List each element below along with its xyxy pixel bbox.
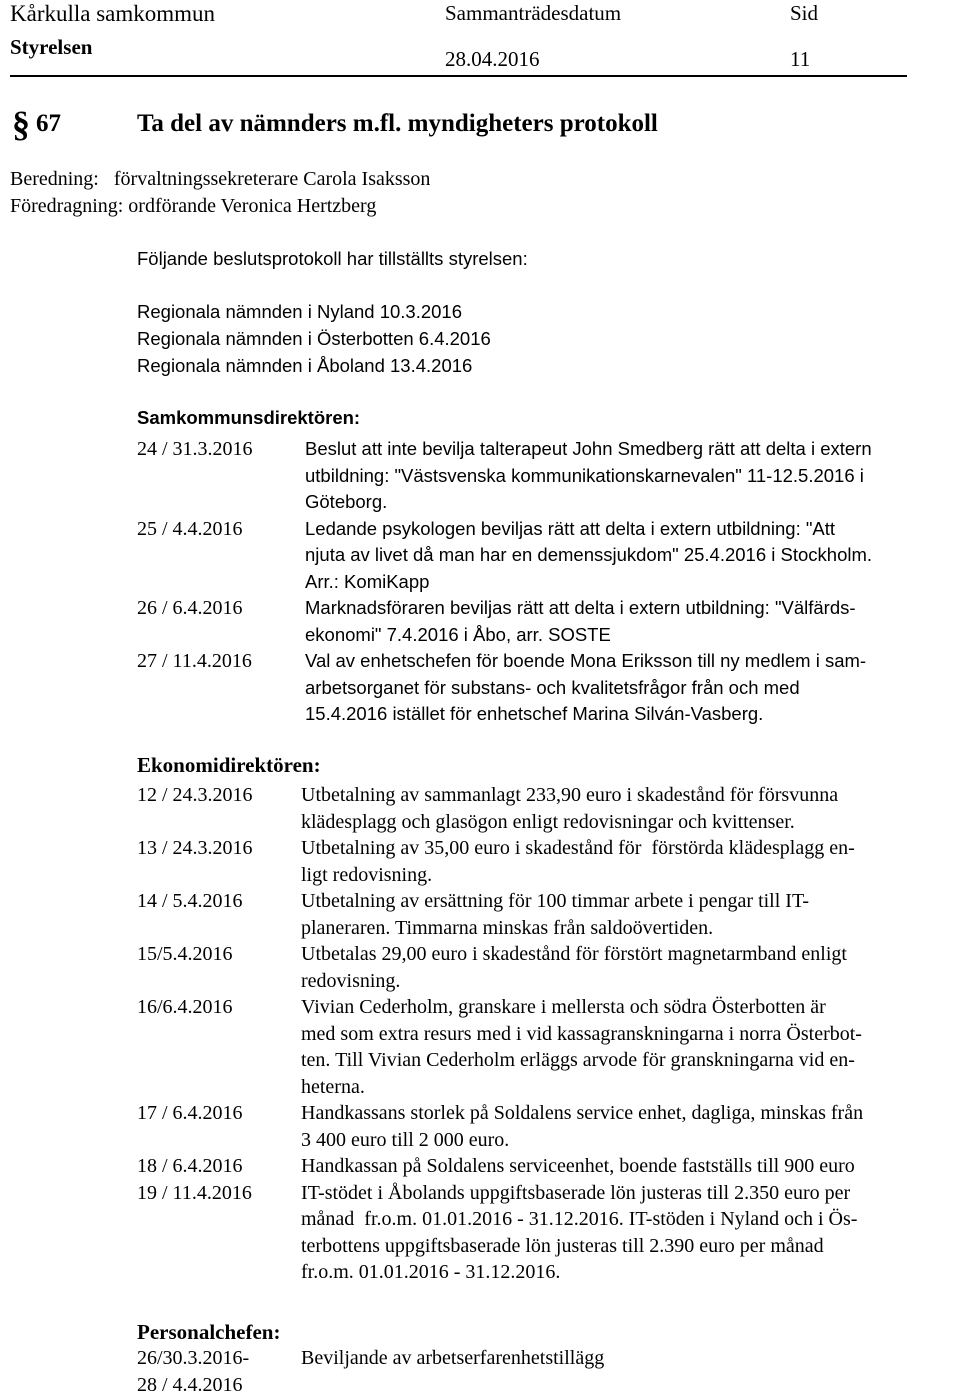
section-number: 67 bbox=[36, 110, 61, 137]
decision-text bbox=[301, 941, 960, 994]
decision-row bbox=[137, 516, 957, 596]
decision-text bbox=[301, 994, 960, 1100]
decision-ref: 26 / 6.4.2016 bbox=[137, 597, 243, 619]
ekonomidirektoren-heading: Ekonomidirektören: bbox=[137, 753, 321, 777]
decision-ref: 13 / 24.3.2016 bbox=[137, 837, 253, 859]
decision-line: Val av enhetschefen för boende Mona Eriksson till ny medlem i sam- bbox=[305, 650, 867, 671]
decision-line: 3 400 euro till 2 000 euro. bbox=[301, 1128, 510, 1151]
decision-ref-line: 28 / 4.4.2016 bbox=[137, 1374, 243, 1396]
decision-text bbox=[301, 835, 960, 888]
decision-row bbox=[137, 941, 960, 994]
decision-line: Handkassans storlek på Soldalens service enhet, dagliga, minskas från bbox=[301, 1102, 864, 1124]
decision-ref: 18 / 6.4.2016 bbox=[137, 1155, 243, 1177]
section-sign-icon: § bbox=[12, 104, 30, 144]
preparation-line: Beredning: förvaltningssekreterare Carola Isaksson bbox=[10, 168, 431, 190]
meeting-date-label: Sammanträdesdatum bbox=[445, 1, 622, 25]
decision-line: 15.4.2016 istället för enhetschef Marina Silván-Vasberg. bbox=[305, 703, 764, 724]
protocol-item: Regionala nämnden i Österbotten 6.4.2016 bbox=[137, 328, 491, 349]
decision-text bbox=[301, 1345, 960, 1399]
organization-name: Kårkulla samkommun bbox=[10, 1, 216, 26]
samkommunsdirektoren-heading: Samkommunsdirektören: bbox=[137, 407, 361, 428]
decision-line: Göteborg. bbox=[305, 491, 388, 512]
decision-line: Utbetalning av 35,00 euro i skadestånd för förstörda klädesplagg en- bbox=[301, 837, 855, 859]
decision-line: heterna. bbox=[301, 1075, 365, 1098]
decision-row bbox=[137, 648, 957, 728]
decision-text bbox=[305, 595, 957, 648]
decision-ref: 19 / 11.4.2016 bbox=[137, 1181, 252, 1204]
decision-text bbox=[301, 1153, 960, 1180]
decision-line: Utbetalning av ersättning för 100 timmar arbete i pengar till IT- bbox=[301, 890, 809, 912]
decision-row bbox=[137, 1345, 960, 1399]
section-title: Ta del av nämnders m.fl. myndigheters protokoll bbox=[137, 110, 658, 137]
intro-text: Följande beslutsprotokoll har tillställts styrelsen: bbox=[137, 248, 528, 269]
decision-ref: 25 / 4.4.2016 bbox=[137, 517, 243, 540]
page-number: 11 bbox=[790, 47, 811, 71]
decision-ref: 14 / 5.4.2016 bbox=[137, 890, 243, 912]
ekonomidirektoren-decisions bbox=[137, 782, 960, 1286]
decision-ref bbox=[137, 1345, 301, 1399]
decision-ref: 17 / 6.4.2016 bbox=[137, 1102, 243, 1124]
decision-line: redovisning. bbox=[301, 969, 401, 992]
decision-line: Handkassan på Soldalens serviceenhet, boende fastställs till 900 euro bbox=[301, 1155, 855, 1177]
decision-line: fr.o.m. 01.01.2016 - 31.12.2016. bbox=[301, 1261, 561, 1283]
decision-text bbox=[301, 1180, 960, 1286]
protocol-item: Regionala nämnden i Nyland 10.3.2016 bbox=[137, 301, 463, 322]
decision-line: Beviljande av arbetserfarenhetstillägg bbox=[301, 1347, 605, 1369]
decision-line: ekonomi" 7.4.2016 i Åbo, arr. SOSTE bbox=[305, 623, 611, 645]
decision-line: Beslut att inte bevilja talterapeut John Smedberg rätt att delta i extern bbox=[305, 438, 872, 459]
decision-row bbox=[137, 436, 957, 516]
decision-line: Marknadsföraren beviljas rätt att delta i extern utbildning: "Välfärds- bbox=[305, 597, 856, 618]
decision-line: Utbetalning av sammanlagt 233,90 euro i skadestånd för försvunna bbox=[301, 784, 839, 806]
decision-row bbox=[137, 1153, 960, 1180]
decision-text bbox=[301, 782, 960, 835]
decision-line: med som extra resurs med i vid kassagranskningarna i norra Österbot- bbox=[301, 1022, 862, 1045]
decision-text bbox=[301, 1100, 960, 1153]
decision-line: planeraren. Timmarna minskas från saldoövertiden. bbox=[301, 916, 714, 939]
decision-line: utbildning: "Västsvenska kommunikationskarnevalen" 11-12.5.2016 i bbox=[305, 464, 864, 486]
samkommunsdirektoren-decisions bbox=[137, 436, 957, 728]
decision-line: ten. Till Vivian Cederholm erläggs arvode för granskningarna vid en- bbox=[301, 1049, 855, 1071]
decision-text bbox=[301, 888, 960, 941]
decision-row bbox=[137, 1180, 960, 1286]
decision-row bbox=[137, 595, 957, 648]
decision-ref: 27 / 11.4.2016 bbox=[137, 650, 252, 672]
decision-line: arbetsorganet för substans- och kvalitetsfrågor från och med bbox=[305, 676, 800, 698]
presenter-line: Föredragning: ordförande Veronica Hertzberg bbox=[10, 195, 377, 217]
decision-line: njuta av livet då man har en demenssjukdom" 25.4.2016 i Stockholm. bbox=[305, 544, 873, 565]
decision-row bbox=[137, 994, 960, 1100]
personalchefen-heading: Personalchefen: bbox=[137, 1320, 281, 1344]
decision-ref: 15/5.4.2016 bbox=[137, 943, 233, 965]
decision-line: Vivian Cederholm, granskare i mellersta och södra Österbotten är bbox=[301, 996, 826, 1018]
decision-ref: 24 / 31.3.2016 bbox=[137, 438, 253, 460]
decision-line: ligt redovisning. bbox=[301, 863, 433, 886]
decision-row bbox=[137, 1100, 960, 1153]
decision-line: Arr.: KomiKapp bbox=[305, 570, 430, 592]
decision-text bbox=[305, 516, 957, 596]
decision-text bbox=[305, 648, 957, 728]
decision-row bbox=[137, 888, 960, 941]
meeting-date: 28.04.2016 bbox=[445, 47, 540, 71]
personalchefen-decisions bbox=[137, 1345, 960, 1399]
decision-line: klädesplagg och glasögon enligt redovisningar och kvittenser. bbox=[301, 810, 795, 833]
decision-line: Utbetalas 29,00 euro i skadestånd för förstört magnetarmband enligt bbox=[301, 943, 847, 965]
decision-line: Ledande psykologen beviljas rätt att delta i extern utbildning: "Att bbox=[305, 517, 836, 539]
decision-ref: 16/6.4.2016 bbox=[137, 996, 233, 1018]
decision-ref: 12 / 24.3.2016 bbox=[137, 784, 253, 806]
decision-ref-line: 26/30.3.2016- bbox=[137, 1347, 250, 1369]
decision-row bbox=[137, 835, 960, 888]
decision-line: IT-stödet i Åbolands uppgiftsbaserade lön justeras till 2.350 euro per bbox=[301, 1181, 851, 1204]
decision-row bbox=[137, 782, 960, 835]
page-label: Sid bbox=[790, 1, 819, 25]
decision-text bbox=[305, 436, 957, 516]
header-divider bbox=[10, 75, 907, 77]
decision-line: månad fr.o.m. 01.01.2016 - 31.12.2016. IT-stöden i Nyland och i Ös- bbox=[301, 1208, 858, 1230]
board-name: Styrelsen bbox=[10, 35, 93, 59]
decision-line: terbottens uppgiftsbaserade lön justeras till 2.390 euro per månad bbox=[301, 1234, 824, 1257]
protocol-item: Regionala nämnden i Åboland 13.4.2016 bbox=[137, 355, 473, 376]
